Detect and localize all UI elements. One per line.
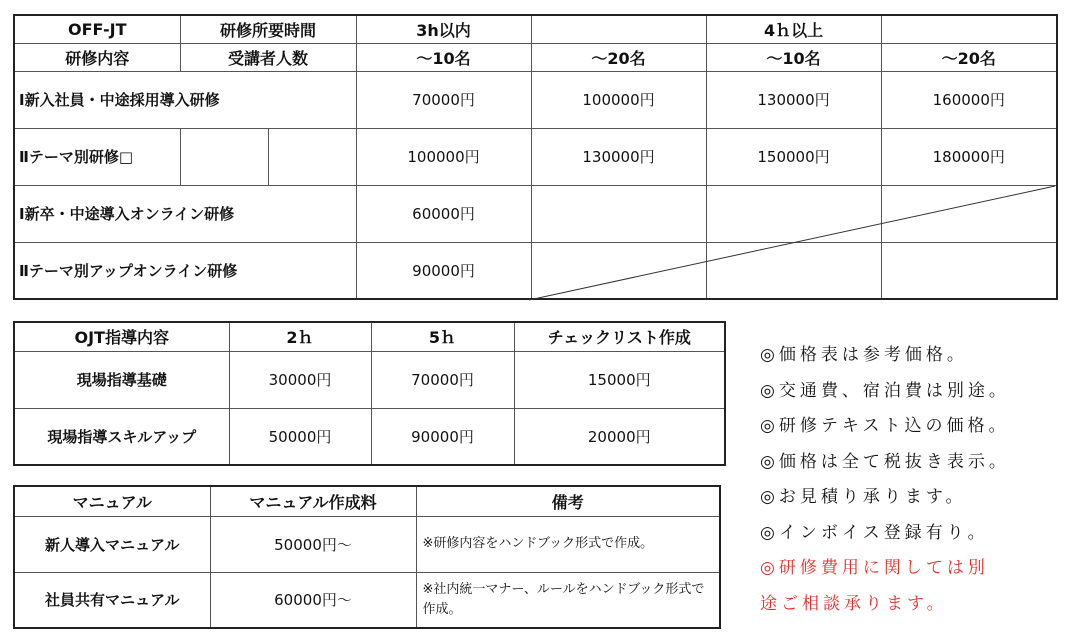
content-label: 研修内容 bbox=[14, 43, 180, 71]
price-cell: 70000円 bbox=[371, 351, 514, 408]
price-cell: 180000円 bbox=[881, 128, 1057, 185]
remark-cell: ※研修内容をハンドブック形式で作成。 bbox=[416, 516, 720, 572]
table-row bbox=[14, 185, 1057, 242]
price-cell: 90000円 bbox=[356, 242, 531, 299]
header-row bbox=[14, 322, 725, 351]
participants-label: 受講者人数 bbox=[180, 43, 356, 71]
ojt-header: 5ｈ bbox=[371, 322, 514, 351]
table-row bbox=[14, 408, 725, 465]
note-line: ◎研修テキスト込の価格。 bbox=[760, 416, 1010, 436]
ojt-header: チェックリスト作成 bbox=[514, 322, 725, 351]
table-row bbox=[14, 242, 1057, 299]
header-4h-10: ～10名 bbox=[706, 43, 881, 71]
price-cell: 20000円 bbox=[514, 408, 725, 465]
note-line: ◎価格表は参考価格。 bbox=[760, 345, 968, 365]
na-cell bbox=[881, 185, 1057, 242]
price-cell: 30000円 bbox=[229, 351, 371, 408]
table-row bbox=[14, 516, 720, 572]
group-4h-label: 4ｈ以上 bbox=[706, 15, 881, 43]
fee-cell: 60000円～ bbox=[210, 572, 416, 628]
table-row bbox=[14, 572, 720, 628]
fee-cell: 50000円～ bbox=[210, 516, 416, 572]
empty-header-cell bbox=[531, 15, 706, 43]
na-cell bbox=[706, 242, 881, 299]
table-row bbox=[14, 128, 1057, 185]
table-row bbox=[14, 71, 1057, 128]
ojt-price-table bbox=[13, 321, 726, 466]
manual-header: マニュアル作成料 bbox=[210, 486, 416, 516]
price-cell: 130000円 bbox=[531, 128, 706, 185]
na-cell bbox=[531, 242, 706, 299]
price-cell: 60000円 bbox=[356, 185, 531, 242]
group-3h-label: 3h以内 bbox=[356, 15, 531, 43]
empty-cell bbox=[268, 128, 356, 185]
price-cell: 90000円 bbox=[371, 408, 514, 465]
price-cell: 100000円 bbox=[531, 71, 706, 128]
note-line: ◎価格は全て税抜き表示。 bbox=[760, 451, 1010, 472]
header-3h-20: ～20名 bbox=[531, 43, 706, 71]
header-4h-20: ～20名 bbox=[881, 43, 1057, 71]
header-row-1 bbox=[14, 15, 1057, 43]
price-cell: 130000円 bbox=[706, 71, 881, 128]
na-cell bbox=[881, 242, 1057, 299]
na-cell bbox=[531, 185, 706, 242]
ojt-header: 2ｈ bbox=[229, 322, 371, 351]
row-label: Ⅱテーマ別アップオンライン研修 bbox=[14, 242, 356, 299]
row-label: 新人導入マニュアル bbox=[14, 516, 210, 572]
duration-label: 研修所要時間 bbox=[180, 15, 356, 43]
offjt-label: OFF-JT bbox=[14, 15, 180, 43]
table-row bbox=[14, 351, 725, 408]
pricing-notes bbox=[760, 338, 1060, 622]
price-cell: 160000円 bbox=[881, 71, 1057, 128]
price-cell: 15000円 bbox=[514, 351, 725, 408]
row-label: 社員共有マニュアル bbox=[14, 572, 210, 628]
consultation-note: 途ご相談承ります。 bbox=[760, 593, 948, 614]
remark-cell: ※社内統一マナー、ルールをハンドブック形式で作成。 bbox=[416, 572, 720, 628]
header-row bbox=[14, 486, 720, 516]
manual-header: マニュアル bbox=[14, 486, 210, 516]
note-line: ◎お見積り承ります。 bbox=[760, 487, 967, 507]
manual-header: 備考 bbox=[416, 486, 720, 516]
row-label: 現場指導スキルアップ bbox=[14, 408, 229, 465]
empty-cell bbox=[180, 128, 268, 185]
row-label: Ⅰ新卒・中途導入オンライン研修 bbox=[14, 185, 356, 242]
row-label: Ⅰ新入社員・中途採用導入研修 bbox=[14, 71, 356, 128]
row-label: 現場指導基礎 bbox=[14, 351, 229, 408]
consultation-note: ◎研修費用に関しては別 bbox=[760, 558, 989, 578]
na-cell bbox=[706, 185, 881, 242]
ojt-header: OJT指導内容 bbox=[14, 322, 229, 351]
header-row-2 bbox=[14, 43, 1057, 71]
row-label: Ⅱテーマ別研修□ bbox=[14, 128, 180, 185]
note-line: ◎交通費、宿泊費は別途。 bbox=[760, 380, 1010, 401]
manual-price-table bbox=[13, 485, 721, 629]
price-cell: 50000円 bbox=[229, 408, 371, 465]
offjt-price-table bbox=[13, 14, 1058, 300]
note-line: ◎インボイス登録有り。 bbox=[760, 522, 989, 543]
price-cell: 70000円 bbox=[356, 71, 531, 128]
empty-header-cell bbox=[881, 15, 1057, 43]
header-3h-10: ～10名 bbox=[356, 43, 531, 71]
price-cell: 100000円 bbox=[356, 128, 531, 185]
price-cell: 150000円 bbox=[706, 128, 881, 185]
